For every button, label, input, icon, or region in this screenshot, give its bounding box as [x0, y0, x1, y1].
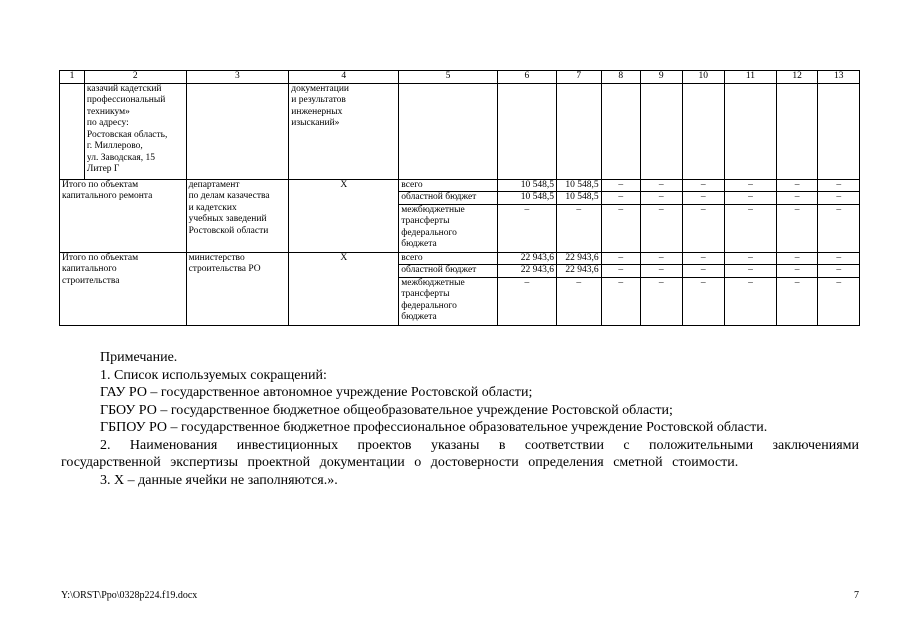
- col-header: 11: [725, 71, 777, 84]
- value-cell: –: [725, 192, 777, 205]
- value-cell: 10 548,5: [556, 179, 601, 192]
- value-cell: –: [725, 277, 777, 325]
- col-header: 9: [641, 71, 683, 84]
- x-cell: X: [289, 179, 399, 252]
- value-cell: –: [497, 204, 556, 252]
- funding-label: межбюджетные трансферты федерального бюджета: [399, 277, 498, 325]
- value-cell: –: [641, 277, 683, 325]
- col-header: 5: [399, 71, 498, 84]
- col-header: 8: [601, 71, 640, 84]
- value-cell: –: [601, 265, 640, 278]
- col-header: 1: [60, 71, 85, 84]
- investment-table: [59, 70, 860, 326]
- note-1: 1. Список используемых сокращений:: [100, 367, 327, 383]
- table-row: [60, 179, 860, 192]
- abbr-gau: ГАУ РО – государственное автономное учреждение Ростовской области;: [100, 385, 533, 400]
- value-cell: –: [601, 192, 640, 205]
- value-cell: –: [725, 252, 777, 265]
- table-header-row: [60, 71, 860, 84]
- project-stage-cell: документации и результатов инженерных изысканий»: [289, 83, 399, 179]
- value-cell: –: [776, 204, 818, 252]
- file-path: Y:\ORST\Ppo\0328p224.f19.docx: [61, 590, 198, 601]
- col-header: 6: [497, 71, 556, 84]
- responsible-cell: министерство строительства РО: [186, 252, 289, 325]
- value-cell: –: [682, 179, 725, 192]
- value-cell: –: [556, 204, 601, 252]
- value-cell: –: [776, 265, 818, 278]
- value-cell: –: [601, 204, 640, 252]
- funding-label: всего: [399, 179, 498, 192]
- group-name-cell: Итого по объектам капитального строительства: [60, 252, 187, 325]
- x-cell: X: [289, 252, 399, 325]
- value-cell: 10 548,5: [556, 192, 601, 205]
- funding-label: областной бюджет: [399, 192, 498, 205]
- value-cell: –: [776, 192, 818, 205]
- value-cell: –: [682, 204, 725, 252]
- group-name-cell: Итого по объектам капитального ремонта: [60, 179, 187, 252]
- funding-label: всего: [399, 252, 498, 265]
- funding-label: областной бюджет: [399, 265, 498, 278]
- value-cell: –: [682, 252, 725, 265]
- value-cell: –: [682, 265, 725, 278]
- col-header: 4: [289, 71, 399, 84]
- col-header: 7: [556, 71, 601, 84]
- note-3: 3. Х – данные ячейки не заполняются.».: [100, 472, 338, 488]
- value-cell: –: [818, 204, 860, 252]
- value-cell: –: [601, 277, 640, 325]
- col-header: 3: [186, 71, 289, 84]
- value-cell: –: [818, 277, 860, 325]
- value-cell: –: [818, 265, 860, 278]
- col-header: 10: [682, 71, 725, 84]
- col-header: 13: [818, 71, 860, 84]
- value-cell: –: [641, 179, 683, 192]
- value-cell: –: [497, 277, 556, 325]
- value-cell: –: [682, 192, 725, 205]
- notes-title: Примечание.: [100, 350, 178, 365]
- col-header: 2: [84, 71, 186, 84]
- value-cell: –: [682, 277, 725, 325]
- abbr-gbou: ГБОУ РО – государственное бюджетное общеобразовательное учреждение Ростовской области;: [100, 402, 673, 418]
- value-cell: –: [725, 179, 777, 192]
- note-2: 2. Наименования инвестиционных проектов указаны в соответствии с положительными заключениями государственной экспертизы проектной документации о достоверности определения сметной стоимости.: [61, 437, 859, 470]
- value-cell: –: [776, 179, 818, 192]
- value-cell: –: [556, 277, 601, 325]
- table-row: [60, 252, 860, 265]
- col-header: 12: [776, 71, 818, 84]
- value-cell: –: [818, 252, 860, 265]
- abbr-gbpou: ГБПОУ РО – государственное бюджетное профессиональное образовательное учреждение Ростовской области.: [100, 420, 768, 435]
- value-cell: –: [776, 277, 818, 325]
- value-cell: 10 548,5: [497, 179, 556, 192]
- value-cell: –: [641, 265, 683, 278]
- value-cell: –: [725, 265, 777, 278]
- value-cell: –: [641, 192, 683, 205]
- value-cell: 22 943,6: [556, 265, 601, 278]
- value-cell: –: [776, 252, 818, 265]
- value-cell: –: [725, 204, 777, 252]
- value-cell: 22 943,6: [556, 252, 601, 265]
- notes-section: [61, 349, 859, 489]
- funding-label: межбюджетные трансферты федерального бюджета: [399, 204, 498, 252]
- value-cell: –: [641, 252, 683, 265]
- responsible-cell: департамент по делам казачества и кадетских учебных заведений Ростовской области: [186, 179, 289, 252]
- value-cell: 10 548,5: [497, 192, 556, 205]
- value-cell: –: [601, 179, 640, 192]
- value-cell: 22 943,6: [497, 252, 556, 265]
- value-cell: –: [818, 179, 860, 192]
- value-cell: 22 943,6: [497, 265, 556, 278]
- value-cell: –: [601, 252, 640, 265]
- table-row: [60, 83, 860, 179]
- value-cell: –: [641, 204, 683, 252]
- page-number: 7: [854, 590, 859, 601]
- project-name-cell: казачий кадетский профессиональный техникум» по адресу: Ростовская область, г. Миллерово, ул. Заводская, 15 Литер Г: [84, 83, 186, 179]
- value-cell: –: [818, 192, 860, 205]
